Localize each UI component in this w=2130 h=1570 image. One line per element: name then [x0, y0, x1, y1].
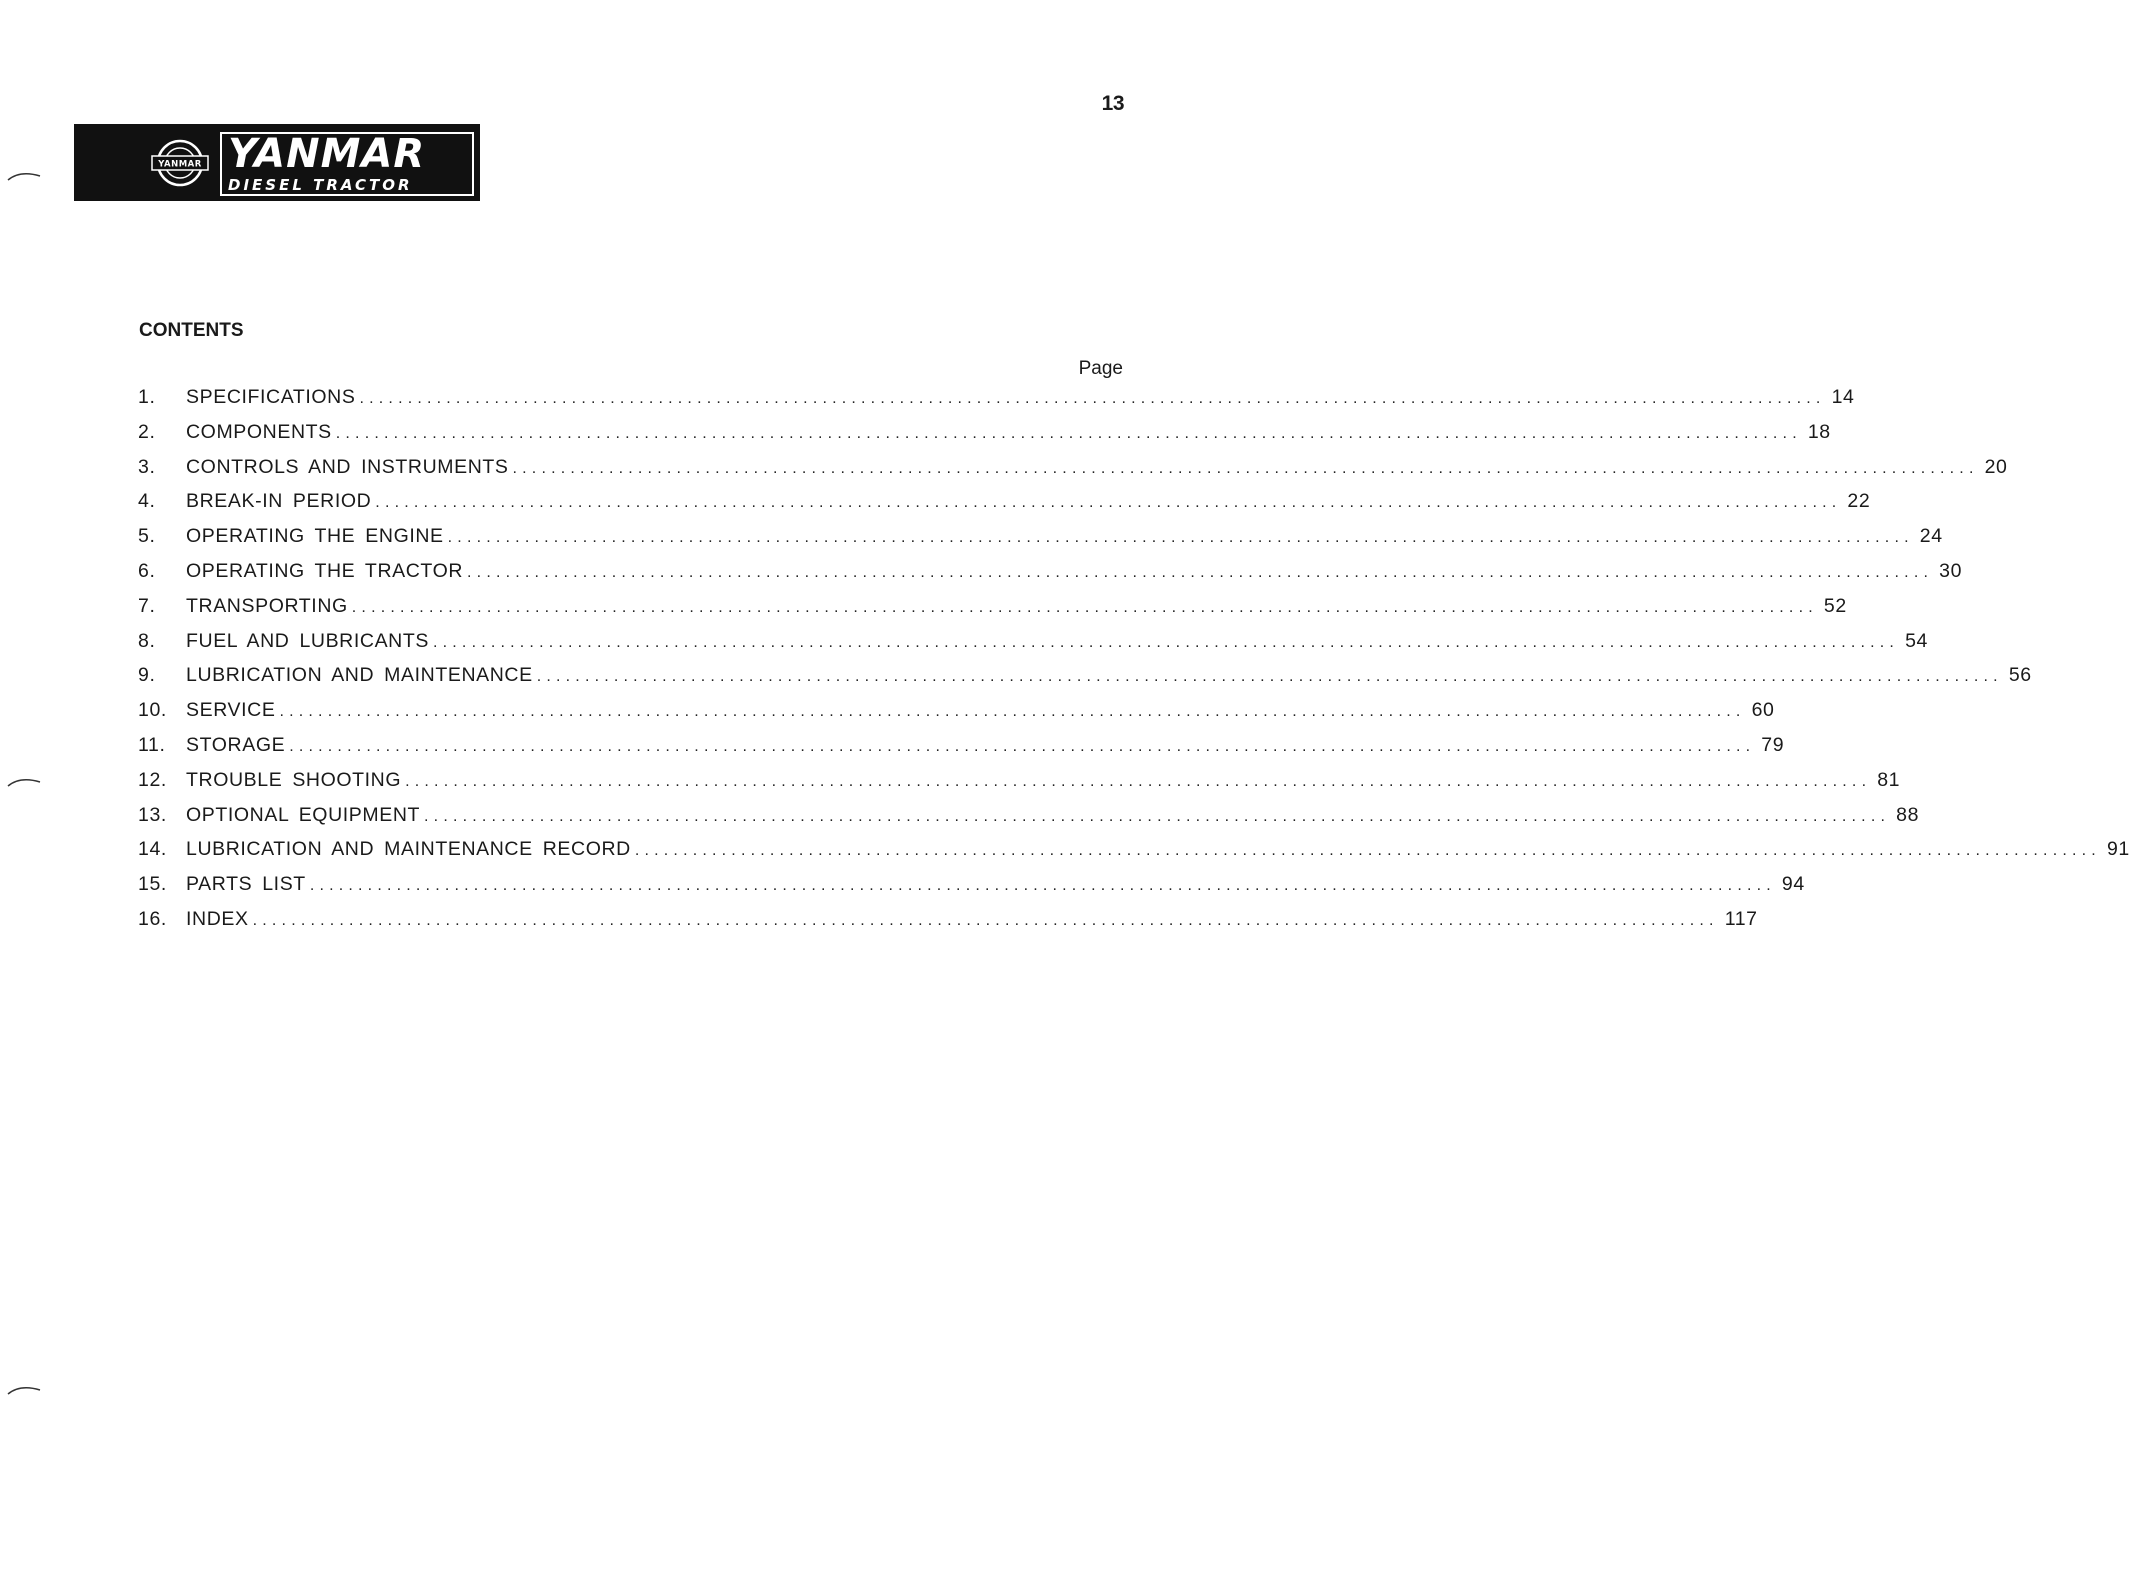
- toc-entry-page: 14: [1831, 386, 1855, 408]
- toc-entry-number: 16.: [138, 907, 167, 930]
- toc-entry-title: LUBRICATION AND MAINTENANCE: [186, 664, 533, 687]
- toc-leader-dots: ........................................................................................................................................................: [309, 877, 1776, 895]
- toc-leader-dots: ........................................................................................................................................................: [252, 911, 1719, 929]
- yanmar-emblem-icon: [150, 138, 210, 188]
- toc-leader-dots: ........................................................................................................................................................: [335, 424, 1802, 442]
- toc-entry-page: 117: [1724, 907, 1758, 930]
- logo-text-box: [220, 132, 474, 196]
- toc-entry: [138, 629, 1928, 665]
- toc-entry-title: SERVICE: [186, 699, 276, 722]
- toc-entry: [138, 525, 1943, 560]
- binder-mark-icon: [6, 168, 42, 182]
- toc-leader-dots: ........................................................................................................................................................: [375, 494, 1842, 512]
- toc-entry-title: PARTS LIST: [186, 873, 306, 896]
- toc-leader-dots: ........................................................................................................................................................: [279, 703, 1746, 721]
- toc-entry-number: 3.: [138, 455, 156, 478]
- toc-entry-number: 2.: [138, 420, 156, 443]
- toc-entry-title: STORAGE: [186, 733, 286, 756]
- toc-entry-number: 14.: [138, 838, 167, 861]
- toc-entry: [138, 664, 2032, 699]
- toc-entry-number: 11.: [138, 733, 166, 756]
- emblem-text: YANMAR: [158, 159, 202, 170]
- toc-entry-page: 30: [1939, 559, 1963, 582]
- toc-entry: [138, 768, 1901, 804]
- toc-entry: [138, 873, 1805, 908]
- toc-entry-title: COMPONENTS: [186, 420, 332, 443]
- toc-entry-number: 13.: [138, 803, 167, 826]
- toc-entry-title: CONTROLS AND INSTRUMENTS: [186, 455, 509, 478]
- toc-leader-dots: ........................................................................................................................................................: [359, 390, 1826, 407]
- toc-entry-number: 9.: [138, 664, 156, 687]
- yanmar-logo-banner: [74, 124, 480, 201]
- toc-entry-page: 94: [1781, 873, 1805, 896]
- toc-entry: [138, 455, 2008, 491]
- toc-entry-page: 81: [1877, 768, 1901, 791]
- toc-entry-title: FUEL AND LUBRICANTS: [186, 629, 429, 652]
- toc-entry-title: OPERATING THE ENGINE: [186, 525, 444, 548]
- toc-entry: [138, 490, 1871, 525]
- toc-leader-dots: ........................................................................................................................................................: [351, 598, 1818, 616]
- toc-entry: [138, 594, 1847, 630]
- toc-entry-title: INDEX: [186, 907, 249, 930]
- toc-entry-page: 22: [1847, 490, 1871, 513]
- binder-mark-icon: [6, 774, 42, 788]
- toc-entry-title: BREAK-IN PERIOD: [186, 490, 372, 513]
- toc-leader-dots: ........................................................................................................................................................: [467, 563, 1934, 581]
- toc-entry: [138, 420, 1831, 456]
- toc-leader-dots: ........................................................................................................................................................: [424, 807, 1891, 825]
- toc-entry-page: 88: [1896, 803, 1920, 826]
- logo-brand: YANMAR: [228, 131, 426, 177]
- toc-entry-title: TROUBLE SHOOTING: [186, 768, 402, 791]
- toc-entry-page: 52: [1823, 594, 1847, 617]
- toc-entry: [138, 838, 2130, 873]
- toc-entry-number: 12.: [138, 768, 167, 791]
- toc-entry: [138, 803, 1920, 839]
- toc-entry-title: SPECIFICATIONS: [186, 386, 356, 408]
- toc-entry-number: 15.: [138, 873, 167, 896]
- toc-entry: [138, 733, 1785, 769]
- toc-entry: [138, 559, 1963, 595]
- toc-entry-page: 60: [1751, 699, 1775, 722]
- logo-subtitle: DIESEL TRACTOR: [228, 176, 413, 194]
- page-number: 13: [1101, 92, 1124, 115]
- toc-entry-page: 56: [2008, 664, 2032, 687]
- toc-entry-page: 24: [1919, 525, 1943, 548]
- toc-entry-number: 4.: [138, 490, 156, 513]
- toc-entry-number: 10.: [138, 699, 167, 722]
- toc-leader-dots: ........................................................................................................................................................: [289, 737, 1756, 755]
- toc-entry-title: OPTIONAL EQUIPMENT: [186, 803, 421, 826]
- toc-leader-dots: ........................................................................................................................................................: [447, 529, 1914, 547]
- toc-entry-title: TRANSPORTING: [186, 594, 348, 617]
- toc-entry-page: 54: [1905, 629, 1928, 652]
- toc-entry-page: 18: [1807, 420, 1831, 443]
- toc-entry: [138, 699, 1775, 734]
- toc-entry-page: 79: [1761, 733, 1785, 756]
- toc-leader-dots: ........................................................................................................................................................: [634, 842, 2101, 860]
- binder-mark-icon: [6, 1382, 42, 1396]
- toc-leader-dots: ........................................................................................................................................................: [405, 772, 1872, 790]
- toc-entry-number: 1.: [138, 386, 156, 408]
- toc-entry-number: 5.: [138, 525, 156, 548]
- toc-entry-number: 7.: [138, 594, 156, 617]
- table-of-contents: [138, 386, 2130, 943]
- page-column-label: Page: [1078, 358, 1123, 379]
- toc-entry-number: 6.: [138, 559, 156, 582]
- toc-entry-page: 20: [1984, 455, 2008, 478]
- toc-entry-number: 8.: [138, 629, 156, 652]
- toc-leader-dots: ........................................................................................................................................................: [432, 633, 1900, 651]
- toc-entry-title: OPERATING THE TRACTOR: [186, 559, 464, 582]
- toc-entry: [138, 907, 1758, 943]
- toc-entry-title: LUBRICATION AND MAINTENANCE RECORD: [186, 838, 631, 861]
- toc-leader-dots: ........................................................................................................................................................: [512, 459, 1979, 477]
- toc-entry: [138, 386, 1855, 421]
- contents-heading: CONTENTS: [139, 320, 244, 341]
- toc-entry-page: 91: [2106, 838, 2130, 861]
- toc-leader-dots: ........................................................................................................................................................: [536, 668, 2003, 686]
